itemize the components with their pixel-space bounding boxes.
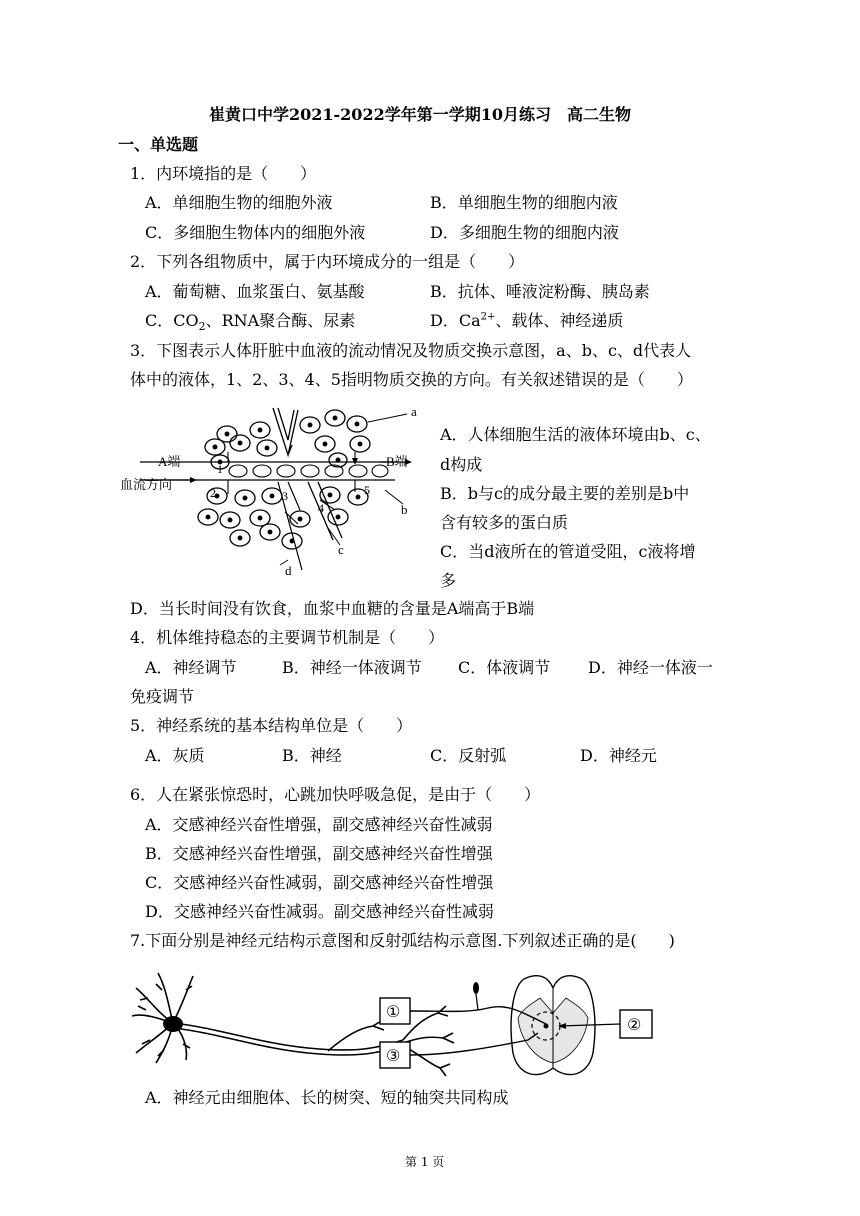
q2-option-d	[430, 311, 623, 331]
q3-stem-line2: 体中的液体，1、2、3、4、5指明物质交换的方向。有关叙述错误的是（ ）	[130, 370, 693, 389]
q2-option-c-sub: 2	[198, 320, 206, 334]
q2-option-c-pre: C．CO	[145, 311, 199, 330]
neuron-and-reflex-arc-diagram	[128, 958, 688, 1088]
box-3-label: ③	[386, 1048, 401, 1065]
label-a: a	[411, 404, 417, 419]
q2-option-c-post: 、RNA聚合酶、尿素	[205, 311, 356, 330]
q7-option-a: A．神经元由细胞体、长的树突、短的轴突共同构成	[145, 1088, 509, 1107]
label-d: d	[285, 563, 292, 578]
q2-option-d-pre: D．Ca	[430, 311, 481, 330]
q3-stem-line1: 3．下图表示人体肝脏中血液的流动情况及物质交换示意图，a、b、c、d代表人	[130, 341, 692, 360]
q3-option-c-line1: C．当d液所在的管道受阻，c液将增	[440, 542, 696, 561]
q6-option-a: A．交感神经兴奋性增强，副交感神经兴奋性减弱	[145, 815, 493, 834]
liver-blood-flow-diagram	[120, 400, 420, 580]
q2-option-d-sup: 2+	[480, 311, 496, 323]
q1-stem: 1．内环境指的是（ ）	[130, 164, 317, 183]
lymph-vessel-lower	[308, 482, 342, 540]
label-3: 3	[282, 489, 288, 503]
q4-option-b: B．神经一体液调节	[282, 658, 422, 677]
label-a-end: A端	[158, 454, 181, 469]
q2-stem: 2．下列各组物质中，属于内环境成分的一组是（ ）	[130, 252, 525, 271]
q3-option-a-line2: d构成	[440, 455, 483, 474]
label-2: 2	[210, 486, 216, 500]
q3-option-a-line1: A．人体细胞生活的液体环境由b、c、	[440, 425, 711, 444]
q3-option-c-line2: 多	[440, 571, 457, 590]
q5-option-d: D．神经元	[580, 746, 657, 765]
label-flow-direction: 血流方向	[120, 477, 173, 492]
q4-option-d-continued: 免疫调节	[130, 687, 195, 706]
label-4: 4	[318, 501, 324, 515]
q5-stem: 5．神经系统的基本结构单位是（ ）	[130, 716, 413, 735]
label-1: 1	[217, 462, 223, 476]
box-2-label: ②	[627, 1017, 642, 1034]
box-1-label: ①	[386, 1004, 401, 1021]
q2-option-d-post: 、载体、神经递质	[495, 311, 624, 330]
label-b-end: B端	[386, 454, 408, 469]
q2-option-c	[145, 311, 356, 334]
q3-option-b-line2: 含有较多的蛋白质	[440, 513, 569, 532]
page-title: 崔黄口中学2021-2022学年第一学期10月练习 高二生物	[209, 105, 631, 124]
q6-option-d: D．交感神经兴奋性减弱。副交感神经兴奋性减弱	[145, 902, 494, 921]
section-heading: 一、单选题	[118, 135, 199, 154]
label-c: c	[338, 542, 344, 557]
q5-option-b: B．神经	[282, 746, 342, 765]
page-number: 第 1 页	[405, 1155, 445, 1169]
q3-option-d: D．当长时间没有饮食，血浆中血糖的含量是A端高于B端	[130, 599, 535, 618]
q7-stem: 7.下面分别是神经元结构示意图和反射弧结构示意图.下列叙述正确的是( )	[130, 931, 675, 950]
ganglion	[473, 982, 479, 994]
q4-stem: 4．机体维持稳态的主要调节机制是（ ）	[130, 628, 445, 647]
label-5: 5	[364, 483, 370, 497]
q5-option-c: C．反射弧	[430, 746, 507, 765]
q6-option-c: C．交感神经兴奋性减弱，副交感神经兴奋性增强	[145, 873, 494, 892]
q2-option-b: B．抗体、唾液淀粉酶、胰岛素	[430, 282, 650, 301]
q3-option-b-line1: B．b与c的成分最主要的差别是b中	[440, 484, 690, 503]
q4-option-a: A．神经调节	[145, 658, 237, 677]
label-b: b	[401, 502, 408, 517]
q1-option-d: D．多细胞生物的细胞内液	[430, 223, 619, 242]
q1-option-c: C．多细胞生物体内的细胞外液	[145, 223, 366, 242]
q1-option-b: B．单细胞生物的细胞内液	[430, 193, 618, 212]
red-blood-cells	[229, 465, 388, 477]
q5-option-a: A．灰质	[145, 746, 205, 765]
q4-option-c: C．体液调节	[458, 658, 551, 677]
q6-option-b: B．交感神经兴奋性增强，副交感神经兴奋性增强	[145, 844, 493, 863]
q2-option-a: A．葡萄糖、血浆蛋白、氨基酸	[145, 282, 365, 301]
q1-option-a: A．单细胞生物的细胞外液	[145, 193, 333, 212]
q4-option-d: D．神经一体液一	[588, 658, 713, 677]
q6-stem: 6．人在紧张惊恐时，心跳加快呼吸急促，是由于（ ）	[130, 785, 541, 804]
neuron-cell-body	[163, 1016, 183, 1032]
